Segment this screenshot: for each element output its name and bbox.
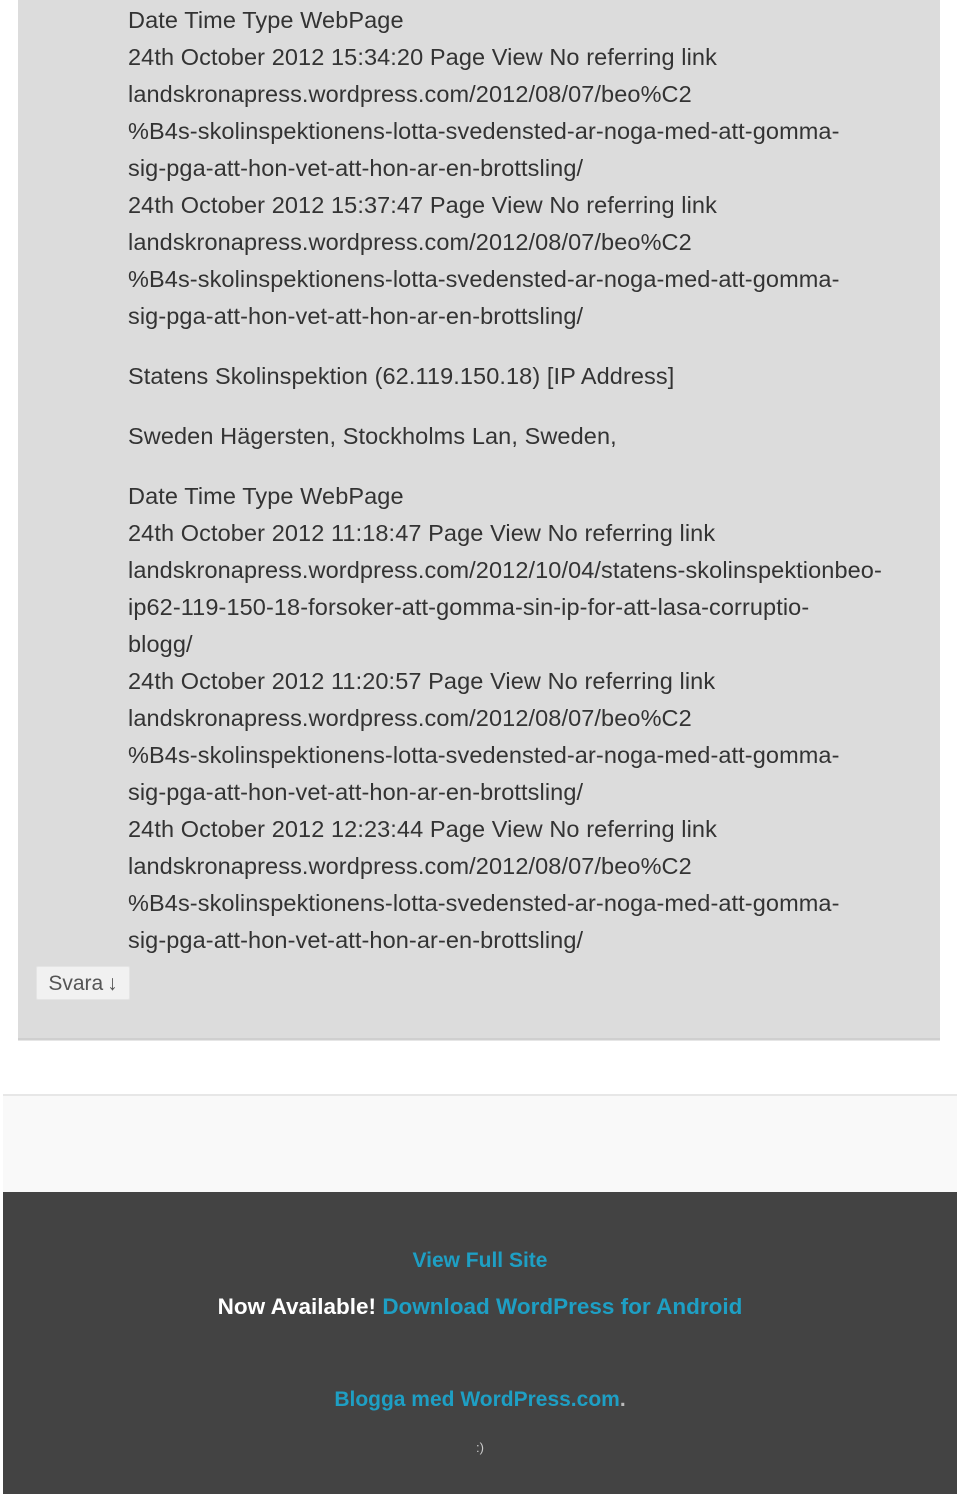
log-line: Date Time Type WebPage xyxy=(128,483,404,509)
paragraph-gap xyxy=(128,455,918,478)
location-line: Sweden Hägersten, Stockholms Lan, Sweden, xyxy=(128,423,617,449)
log-line: landskronapress.wordpress.com/2012/08/07/beo%C2 xyxy=(128,229,692,255)
log-line: sig-pga-att-hon-vet-att-hon-ar-en-brottsling/ xyxy=(128,927,584,953)
android-promo-row xyxy=(3,1293,957,1321)
paragraph-gap xyxy=(128,395,918,418)
log-line: sig-pga-att-hon-vet-att-hon-ar-en-brottsling/ xyxy=(128,779,584,805)
paragraph-gap xyxy=(128,335,918,358)
reply-button[interactable] xyxy=(36,966,130,1000)
download-android-link[interactable]: Download WordPress for Android xyxy=(382,1294,743,1319)
log-line: landskronapress.wordpress.com/2012/10/04/statens-skolinspektionbeo- xyxy=(128,557,882,583)
log-block-2 xyxy=(128,478,918,959)
log-line: %B4s-skolinspektionens-lotta-svedensted-ar-noga-med-att-gomma- xyxy=(128,118,840,144)
blog-with-wordpress-link[interactable]: Blogga med WordPress.com xyxy=(334,1388,620,1411)
ip-address-line: Statens Skolinspektion (62.119.150.18) [IP Address] xyxy=(128,363,675,389)
view-full-site-link[interactable]: View Full Site xyxy=(412,1249,548,1272)
log-line: %B4s-skolinspektionens-lotta-svedensted-ar-noga-med-att-gomma- xyxy=(128,890,840,916)
log-line: 24th October 2012 15:34:20 Page View No referring link xyxy=(128,44,717,70)
log-line: %B4s-skolinspektionens-lotta-svedensted-ar-noga-med-att-gomma- xyxy=(128,742,840,768)
smiley-icon: :) xyxy=(476,1440,484,1455)
log-line: 24th October 2012 11:20:57 Page View No referring link xyxy=(128,668,716,694)
view-full-site-row xyxy=(3,1248,957,1274)
footer-divider-band xyxy=(3,1094,957,1194)
log-block-1 xyxy=(128,2,918,335)
log-line: Date Time Type WebPage xyxy=(128,7,404,33)
log-line: 24th October 2012 11:18:47 Page View No referring link xyxy=(128,520,716,546)
log-line: %B4s-skolinspektionens-lotta-svedensted-ar-noga-med-att-gomma- xyxy=(128,266,840,292)
log-line: 24th October 2012 15:37:47 Page View No referring link xyxy=(128,192,717,218)
log-line: landskronapress.wordpress.com/2012/08/07/beo%C2 xyxy=(128,705,692,731)
blog-credit-row xyxy=(3,1387,957,1413)
site-footer xyxy=(3,1192,957,1494)
comment-card xyxy=(18,0,940,1040)
blog-credit-period: . xyxy=(619,1388,626,1411)
comment-body xyxy=(128,2,918,959)
log-line: blogg/ xyxy=(128,631,193,657)
log-line: landskronapress.wordpress.com/2012/08/07/beo%C2 xyxy=(128,853,692,879)
log-line: ip62-119-150-18-forsoker-att-gomma-sin-ip-for-att-lasa-corruptio- xyxy=(128,594,810,620)
log-line: 24th October 2012 12:23:44 Page View No referring link xyxy=(128,816,717,842)
log-line: sig-pga-att-hon-vet-att-hon-ar-en-brottsling/ xyxy=(128,155,584,181)
now-available-label: Now Available! xyxy=(217,1294,377,1319)
log-line: sig-pga-att-hon-vet-att-hon-ar-en-brottsling/ xyxy=(128,303,584,329)
reply-label: Svara xyxy=(48,972,104,995)
down-arrow-icon: ↓ xyxy=(107,972,118,995)
log-line: landskronapress.wordpress.com/2012/08/07/beo%C2 xyxy=(128,81,692,107)
